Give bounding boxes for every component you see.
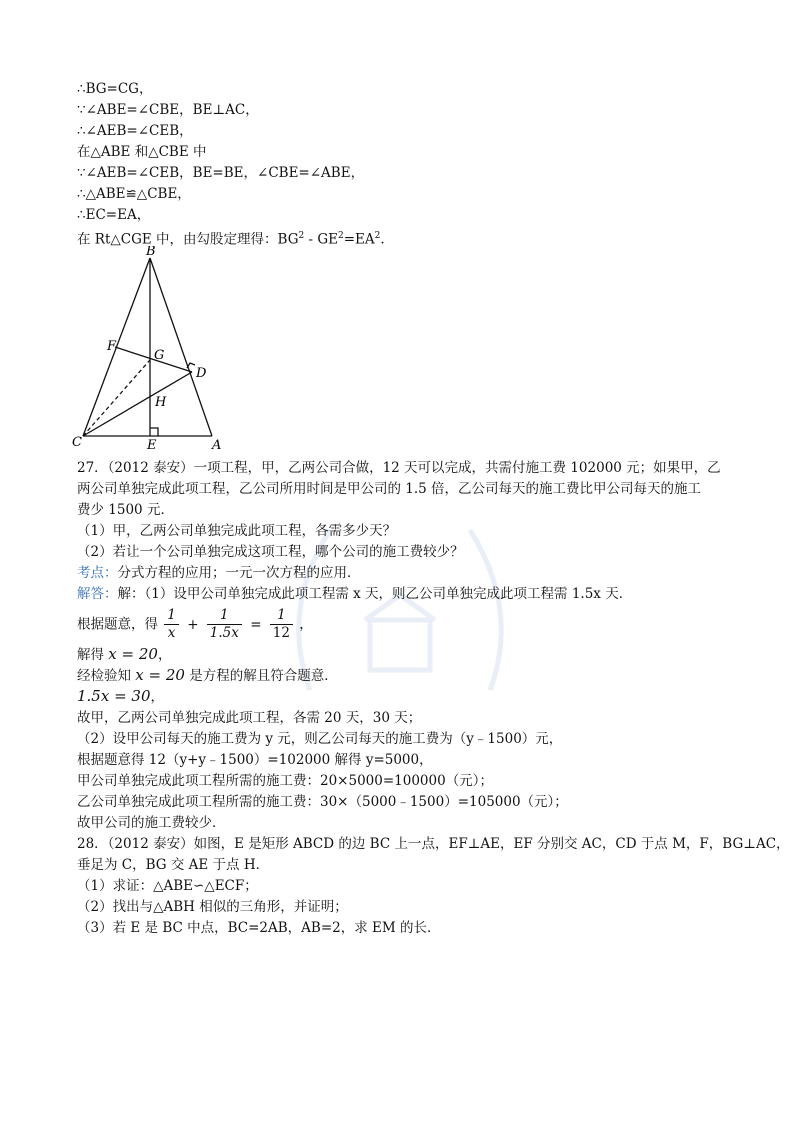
pythagoras-text-a: 在 Rt△CGE 中，由勾股定理得：BG [77, 231, 299, 248]
q28-sub-3: （3）若 E 是 BC 中点，BC=2AB，AB=2，求 EM 的长． [77, 920, 441, 936]
check-math: x = 20 [135, 666, 185, 684]
q27-answer-1: 故甲，乙两公司单独完成此项工程，各需 20 天，30 天； [77, 710, 422, 726]
fraction-denominator: 1.5x [209, 625, 239, 641]
jieda-text: 解：（1）设甲公司单独完成此项工程需 x 天，则乙公司单独完成此项工程需 1.5x 天． [117, 586, 633, 602]
kaodian-label: 考点： [77, 565, 118, 581]
fraction-denominator: 12 [272, 625, 290, 641]
label-h: H [155, 395, 167, 410]
q27-part2-3: 甲公司单独完成此项工程所需的施工费：20×5000=100000（元）； [77, 773, 493, 789]
triangle-figure [70, 246, 240, 456]
pythagoras-text-b: - GE [304, 231, 339, 248]
check-text-end: 是方程的解且符合题意． [184, 668, 338, 684]
label-f: F [107, 339, 117, 354]
proof-line-6: ∴△ABE≌△CBE， [77, 186, 191, 202]
label-g: G [154, 348, 165, 363]
label-c: C [72, 435, 82, 450]
label-d: D [196, 366, 207, 381]
fraction-numerator: 1 [270, 607, 293, 625]
segment-cd [83, 372, 192, 436]
proof-line-3: ∴∠AEB=∠CEB， [77, 123, 193, 139]
fraction-numerator: 1 [164, 607, 179, 625]
jieda-label: 解答： [77, 586, 118, 602]
pythagoras-text-d: . [380, 231, 385, 248]
fraction-numerator: 1 [207, 607, 242, 625]
q27-part2-1: （2）设甲公司每天的施工费为 y 元，则乙公司每天的施工费为（y﹣1500）元， [77, 731, 563, 747]
proof-line-4: 在△ABE 和△CBE 中 [77, 144, 207, 160]
solve-math: x = 20 [108, 645, 158, 663]
proof-line-7: ∴EC=EA， [77, 207, 151, 223]
q28-text-2: 垂足为 C，BG 交 AE 于点 H． [77, 857, 270, 873]
equation-suffix: ， [299, 616, 313, 633]
q28-sub-2: （2）找出与△ABH 相似的三角形，并证明； [77, 899, 348, 915]
fraction-1-over-12 [270, 607, 293, 642]
proof-line-2: ∵∠ABE=∠CBE，BE⊥AC， [77, 102, 259, 118]
plus-sign: + [187, 616, 199, 633]
q27-equation [77, 604, 313, 645]
q27-solve-3 [77, 686, 164, 707]
label-a: A [212, 438, 222, 453]
right-angle-mark-e [150, 428, 158, 436]
proof-line-1: ∴BG=CG， [77, 81, 153, 97]
q27-text-1: 27．（2012 泰安）一项工程，甲，乙两公司合做，12 天可以完成，共需付施工费 102000 元；如果甲，乙 [77, 460, 721, 476]
label-b: B [146, 246, 156, 259]
segment-cg-dashed [83, 360, 150, 436]
q27-part2-4: 乙公司单独完成此项工程所需的施工费：30×（5000﹣1500）=105000（元）； [77, 794, 568, 810]
q27-solve-1 [77, 644, 171, 665]
fraction-1-over-x [164, 607, 179, 642]
q27-kaodian [77, 563, 361, 583]
q27-jieda [77, 584, 632, 604]
q27-solve-2 [77, 665, 338, 686]
q28-sub-1: （1）求证：△ABE∽△ECF； [77, 878, 258, 894]
q27-part2-5: 故甲公司的施工费较少． [77, 815, 226, 831]
q27-text-3: 费少 1500 元． [77, 502, 174, 518]
solve-text: 解得 [77, 647, 109, 663]
check-text: 经检验知 [77, 668, 136, 684]
q27-text-2: 两公司单独完成此项工程，乙公司所用时间是甲公司的 1.5 倍，乙公司每天的施工费比甲公司每天的施工 [77, 481, 702, 497]
label-e: E [147, 438, 157, 453]
pythagoras-text-c: =EA [343, 231, 375, 248]
fraction-1-over-1.5x [207, 607, 242, 642]
equals-sign: = [250, 616, 262, 633]
q27-part2-2: 根据题意得 12（y+y﹣1500）=102000 解得 y=5000， [77, 752, 433, 768]
kaodian-text: 分式方程的应用；一元一次方程的应用． [117, 565, 361, 581]
equation-prefix: 根据题意，得 [77, 616, 158, 633]
right-angle-mark-d [187, 363, 195, 368]
proof-line-5: ∵∠AEB=∠CEB，BE=BE，∠CBE=∠ABE， [77, 165, 365, 181]
solve-punct: ， [157, 647, 172, 663]
proof-line-8: 在 Rt△CGE 中，由勾股定理得：$BG^2 - GE^2=EA^2$. [77, 231, 385, 248]
result-math: 1.5x = 30 [77, 687, 151, 705]
result-punct: ， [150, 689, 165, 705]
q28-text-1: 28．（2012 泰安）如图，E 是矩形 ABCD 的边 BC 上一点，EF⊥AE，EF 分别交 AC，CD 于点 M，F，BG⊥AC， [77, 836, 790, 852]
q27-sub-1: （1）甲，乙两公司单独完成此项工程，各需多少天？ [77, 523, 397, 539]
q27-sub-2: （2）若让一个公司单独完成这项工程，哪个公司的施工费较少？ [77, 544, 464, 560]
fraction-denominator: x [167, 625, 176, 641]
